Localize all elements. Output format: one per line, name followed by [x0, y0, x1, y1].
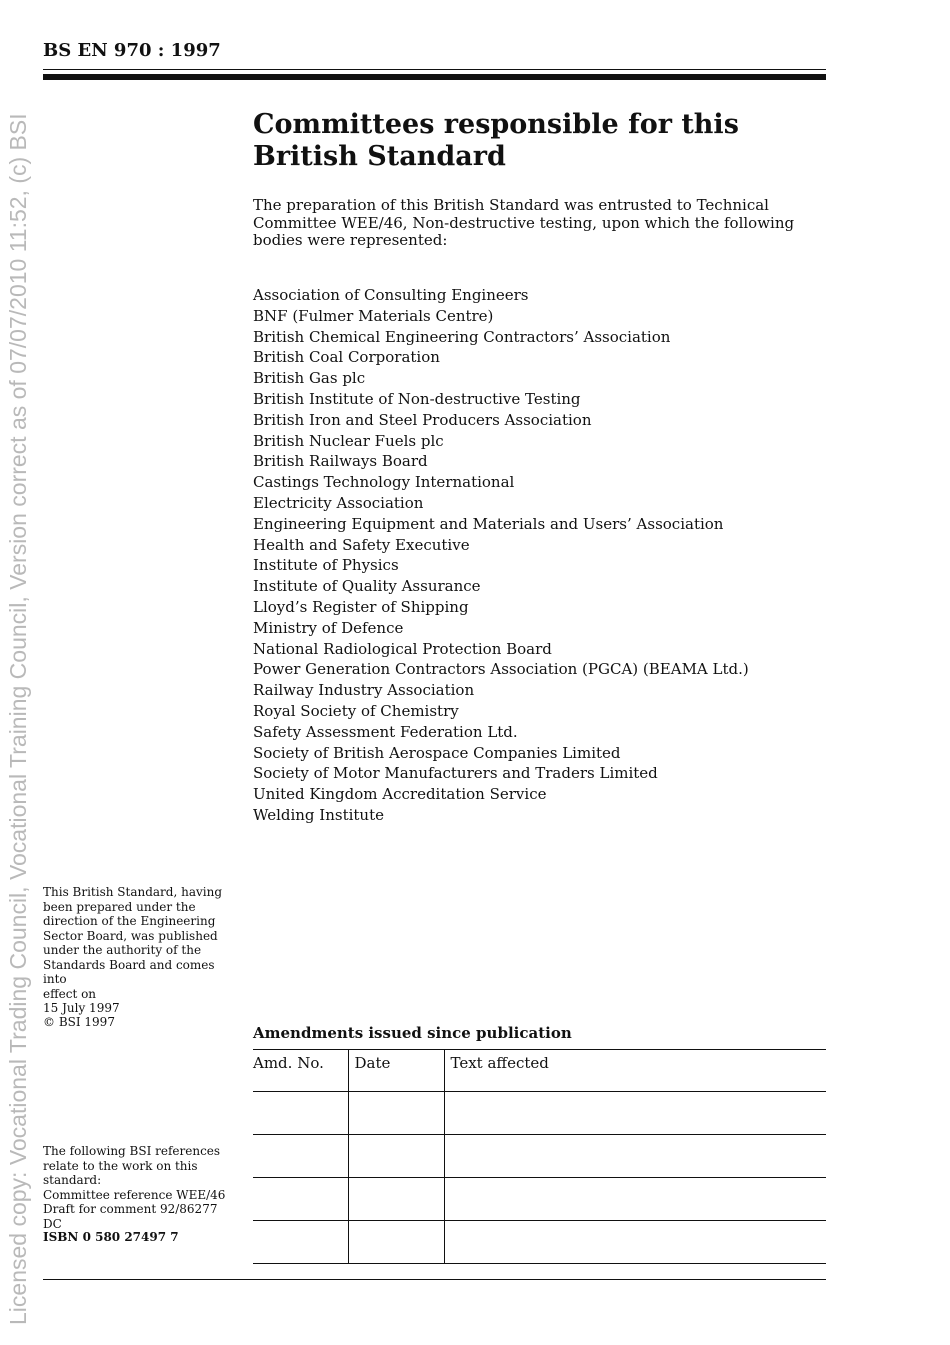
table-cell — [253, 1135, 348, 1178]
list-item: Welding Institute — [253, 805, 385, 824]
note-line: This British Standard, having — [43, 885, 223, 899]
list-item: Society of Motor Manufacturers and Traders Limited — [253, 764, 658, 783]
copyright-notice: © BSI 1997 — [43, 1015, 115, 1029]
table-cell — [348, 1092, 444, 1135]
list-item: Association of Consulting Engineers — [253, 286, 529, 304]
table-cell — [348, 1178, 444, 1221]
table-cell — [444, 1135, 826, 1178]
note-line: under the authority of the — [43, 943, 202, 957]
list-item: Power Generation Contractors Association (PGCA) (BEAMA Ltd.) — [253, 660, 749, 679]
list-item: British Coal Corporation — [253, 348, 440, 367]
list-item: Institute of Physics — [253, 556, 399, 575]
list-item: Royal Society of Chemistry — [253, 701, 459, 720]
note-line: standard: — [43, 1173, 102, 1187]
list-item: Safety Assessment Federation Ltd. — [253, 722, 518, 741]
list-item: British Nuclear Fuels plc — [253, 431, 444, 450]
publication-authority-note — [43, 885, 233, 1016]
list-item: British Railways Board — [253, 452, 428, 471]
note-line: The following BSI references — [43, 1144, 221, 1158]
note-line: been prepared under the — [43, 899, 196, 914]
page-title: Committees responsible for this British Standard — [253, 109, 739, 172]
column-header-text-affected: Text affected — [444, 1050, 826, 1092]
table-cell — [348, 1135, 444, 1178]
list-item: British Gas plc — [253, 369, 366, 388]
list-item: National Radiological Protection Board — [253, 639, 552, 658]
list-item: Engineering Equipment and Materials and Users’ Association — [253, 514, 724, 533]
table-row — [253, 1178, 826, 1221]
license-watermark: Licensed copy: Vocational Trading Council, Vocational Training Council, Version correct as of 07/07/2010 11:52, (c) BSI — [5, 113, 31, 1325]
header-rule-thick — [43, 74, 826, 80]
table-cell — [444, 1221, 826, 1264]
footer-rule — [43, 1279, 826, 1280]
note-line: effect on — [43, 986, 97, 1001]
draft-reference: Draft for comment 92/86277 DC — [43, 1202, 218, 1231]
list-item: Ministry of Defence — [253, 618, 404, 637]
note-line: Sector Board, was published — [43, 928, 218, 943]
list-item: British Chemical Engineering Contractors’ Association — [253, 327, 671, 346]
table-row — [253, 1221, 826, 1264]
list-item: British Iron and Steel Producers Association — [253, 410, 592, 429]
amendments-table — [253, 1049, 826, 1264]
table-cell — [253, 1178, 348, 1221]
list-item: Lloyd’s Register of Shipping — [253, 597, 469, 616]
intro-paragraph: The preparation of this British Standard was entrusted to Technical Committee WEE/46, Non-destructive testing, upon which the following bodies were represented: — [253, 196, 795, 249]
isbn: ISBN 0 580 27497 7 — [43, 1230, 179, 1244]
list-item: Castings Technology International — [253, 473, 515, 492]
list-item: Society of British Aerospace Companies Limited — [253, 743, 621, 762]
list-item: British Institute of Non-destructive Testing — [253, 389, 581, 408]
effective-date: 15 July 1997 — [43, 1001, 120, 1015]
table-header-row — [253, 1050, 826, 1092]
table-row — [253, 1092, 826, 1135]
note-line: relate to the work on this — [43, 1158, 198, 1173]
list-item: Health and Safety Executive — [253, 535, 470, 554]
list-item: Institute of Quality Assurance — [253, 577, 481, 596]
table-cell — [253, 1221, 348, 1264]
table-cell — [444, 1092, 826, 1135]
bsi-references-note — [43, 1144, 233, 1231]
list-item: United Kingdom Accreditation Service — [253, 785, 547, 804]
committee-reference: Committee reference WEE/46 — [43, 1187, 226, 1202]
amendments-heading: Amendments issued since publication — [253, 1024, 572, 1042]
table-row — [253, 1135, 826, 1178]
column-header-date: Date — [348, 1050, 444, 1092]
standard-number: BS EN 970 : 1997 — [43, 40, 221, 61]
list-item: Electricity Association — [253, 493, 424, 512]
table-cell — [444, 1178, 826, 1221]
header-rule-thin — [43, 69, 826, 70]
list-item: BNF (Fulmer Materials Centre) — [253, 306, 494, 325]
table-cell — [253, 1092, 348, 1135]
represented-bodies-list — [253, 285, 813, 826]
note-line: Standards Board and comes into — [43, 957, 215, 986]
table-cell — [348, 1221, 444, 1264]
column-header-amd-no: Amd. No. — [253, 1050, 348, 1092]
note-line: direction of the Engineering — [43, 914, 216, 928]
list-item: Railway Industry Association — [253, 681, 475, 700]
